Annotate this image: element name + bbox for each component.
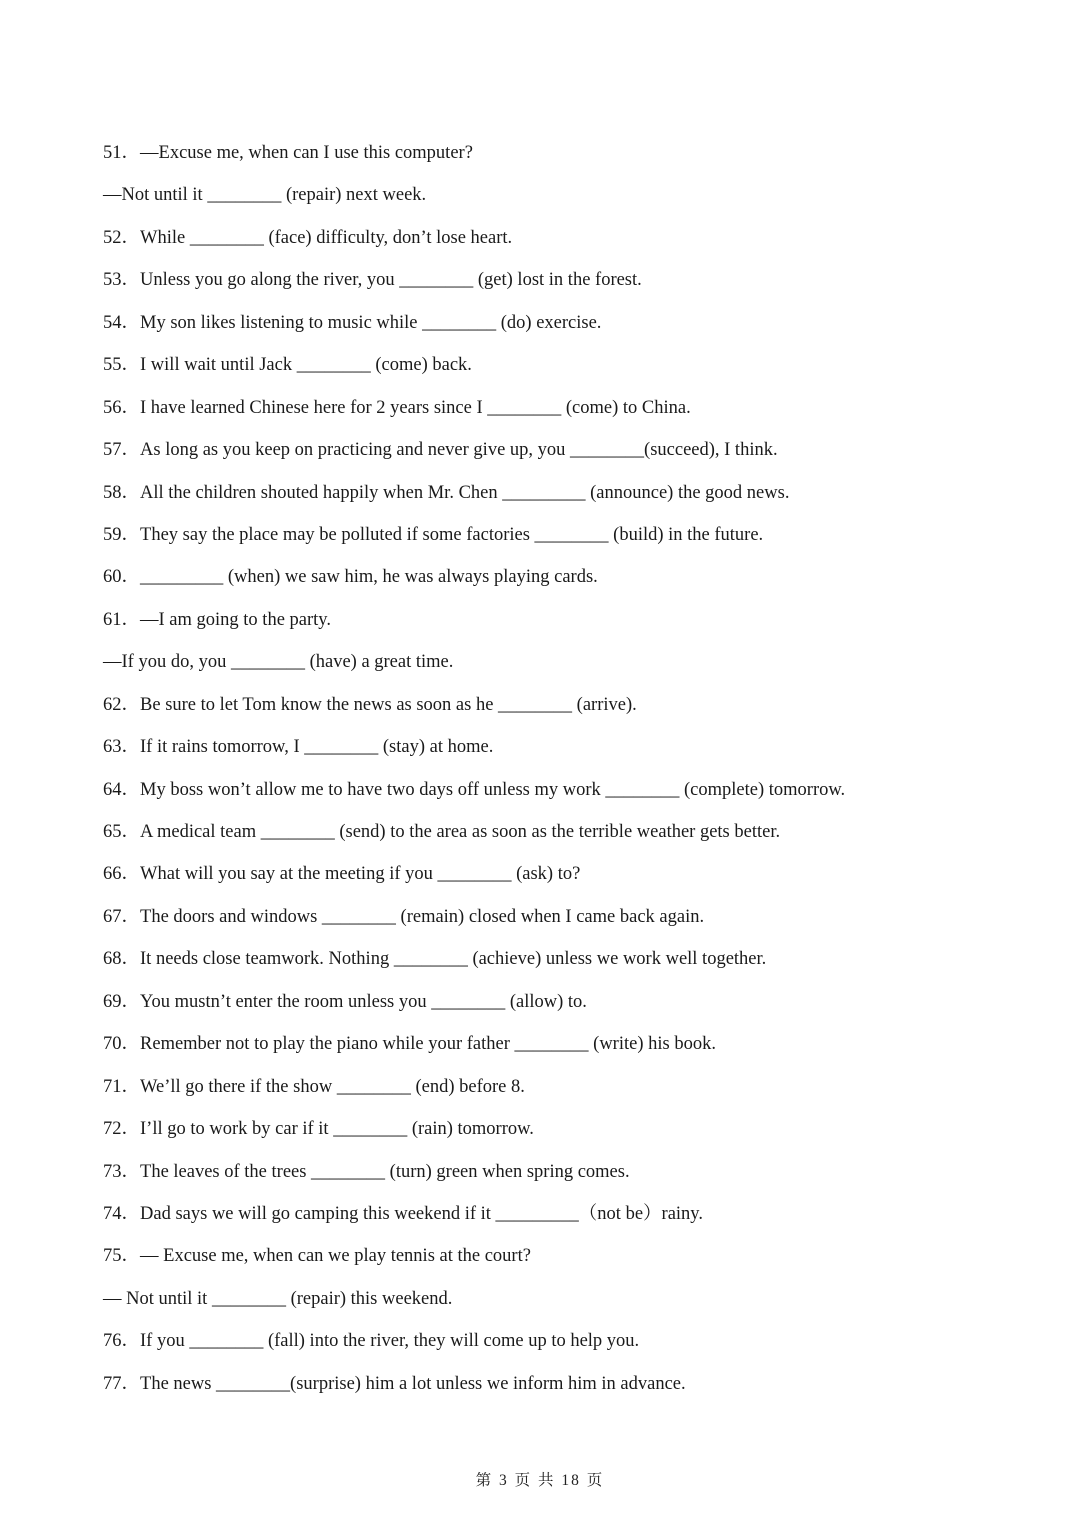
question-number: 62． [103,694,141,715]
question-number: 72． [103,1119,141,1140]
question-number: 73． [103,1161,141,1182]
question-line [103,1029,1003,1071]
question-number: 53． [103,270,141,291]
question-number: 76． [103,1331,141,1352]
question-text: I will wait until Jack ________ (come) back. [140,355,472,376]
question-text: The news ________(surprise) him a lot unless we inform him in advance. [140,1373,686,1394]
question-line [103,265,1003,307]
question-number: 60． [103,567,141,588]
question-text: — Excuse me, when can we play tennis at the court? [140,1246,531,1267]
question-line [103,138,1003,180]
question-text: What will you say at the meeting if you ________ (ask) to? [140,864,581,885]
page-footer: 第 3 页 共 18 页 [475,1472,605,1489]
question-number: 59． [103,524,141,545]
question-text: Be sure to let Tom know the news as soon as he ________ (arrive). [140,694,637,715]
question-line [103,859,1003,901]
question-line [103,1199,1003,1241]
question-number: 74． [103,1203,141,1224]
question-text: Unless you go along the river, you ________ (get) lost in the forest. [140,270,642,291]
question-line [103,902,1003,944]
question-number: 71． [103,1076,141,1097]
question-line [103,520,1003,562]
question-number: 51． [103,143,141,163]
question-text: All the children shouted happily when Mr. Chen _________ (announce) the good news. [140,482,790,503]
question-line [103,1072,1003,1114]
question-line [103,562,1003,604]
question-text: _________ (when) we saw him, he was always playing cards. [140,567,598,588]
question-line [103,1157,1003,1199]
question-list [103,138,1003,1411]
question-text: Dad says we will go camping this weekend if it _________（not be）rainy. [140,1203,703,1224]
question-number: 69． [103,991,141,1012]
question-line [103,308,1003,350]
question-line [103,944,1003,986]
question-text: While ________ (face) difficulty, don’t lose heart. [140,227,513,248]
question-line [103,775,1003,817]
question-continuation-line [103,180,1003,222]
question-line [103,732,1003,774]
question-text: A medical team ________ (send) to the area as soon as the terrible weather gets better. [140,822,781,842]
question-continuation-line [103,647,1003,689]
question-line [103,690,1003,732]
question-number: 56． [103,397,141,418]
question-text: It needs close teamwork. Nothing ________ (achieve) unless we work well together. [140,949,767,970]
question-number: 68． [103,949,141,970]
question-line [103,1241,1003,1283]
question-number: 61． [103,609,141,630]
question-text: The leaves of the trees ________ (turn) green when spring comes. [140,1161,630,1182]
question-line [103,393,1003,435]
question-text: My boss won’t allow me to have two days off unless my work ________ (complete) tomorrow. [140,779,846,800]
question-text: They say the place may be polluted if some factories ________ (build) in the future. [140,524,764,545]
question-text: —Excuse me, when can I use this computer? [140,143,473,163]
question-number: 77． [103,1373,141,1394]
question-text: —If you do, you ________ (have) a great time. [103,652,454,673]
question-number: 57． [103,440,141,461]
question-text: You mustn’t enter the room unless you ________ (allow) to. [140,991,587,1012]
question-number: 54． [103,312,141,333]
question-text: If it rains tomorrow, I ________ (stay) at home. [140,737,494,758]
question-number: 75． [103,1246,141,1267]
question-line [103,605,1003,647]
question-line [103,1114,1003,1156]
question-text: We’ll go there if the show ________ (end) before 8. [140,1076,525,1097]
question-line [103,223,1003,265]
question-text: —Not until it ________ (repair) next week. [103,185,427,206]
question-line [103,817,1003,859]
question-text: Remember not to play the piano while your father ________ (write) his book. [140,1034,716,1055]
question-line [103,1326,1003,1368]
question-number: 67． [103,906,141,927]
question-text: I have learned Chinese here for 2 years since I ________ (come) to China. [140,397,691,418]
question-number: 70． [103,1034,141,1055]
question-text: My son likes listening to music while ________ (do) exercise. [140,312,602,333]
question-number: 65． [103,822,141,842]
question-number: 63． [103,737,141,758]
question-line [103,1369,1003,1411]
question-number: 64． [103,779,141,800]
question-text: If you ________ (fall) into the river, they will come up to help you. [140,1331,640,1352]
question-text: As long as you keep on practicing and never give up, you ________(succeed), I think. [140,440,778,461]
question-line [103,987,1003,1029]
question-text: — Not until it ________ (repair) this weekend. [103,1288,453,1309]
question-number: 58． [103,482,141,503]
question-text: The doors and windows ________ (remain) closed when I came back again. [140,906,705,927]
question-text: I’ll go to work by car if it ________ (rain) tomorrow. [140,1119,534,1140]
question-line [103,435,1003,477]
question-line [103,350,1003,392]
question-continuation-line [103,1284,1003,1326]
question-line [103,478,1003,520]
question-text: —I am going to the party. [140,609,331,630]
question-number: 52． [103,227,141,248]
question-number: 55． [103,355,141,376]
question-number: 66． [103,864,141,885]
